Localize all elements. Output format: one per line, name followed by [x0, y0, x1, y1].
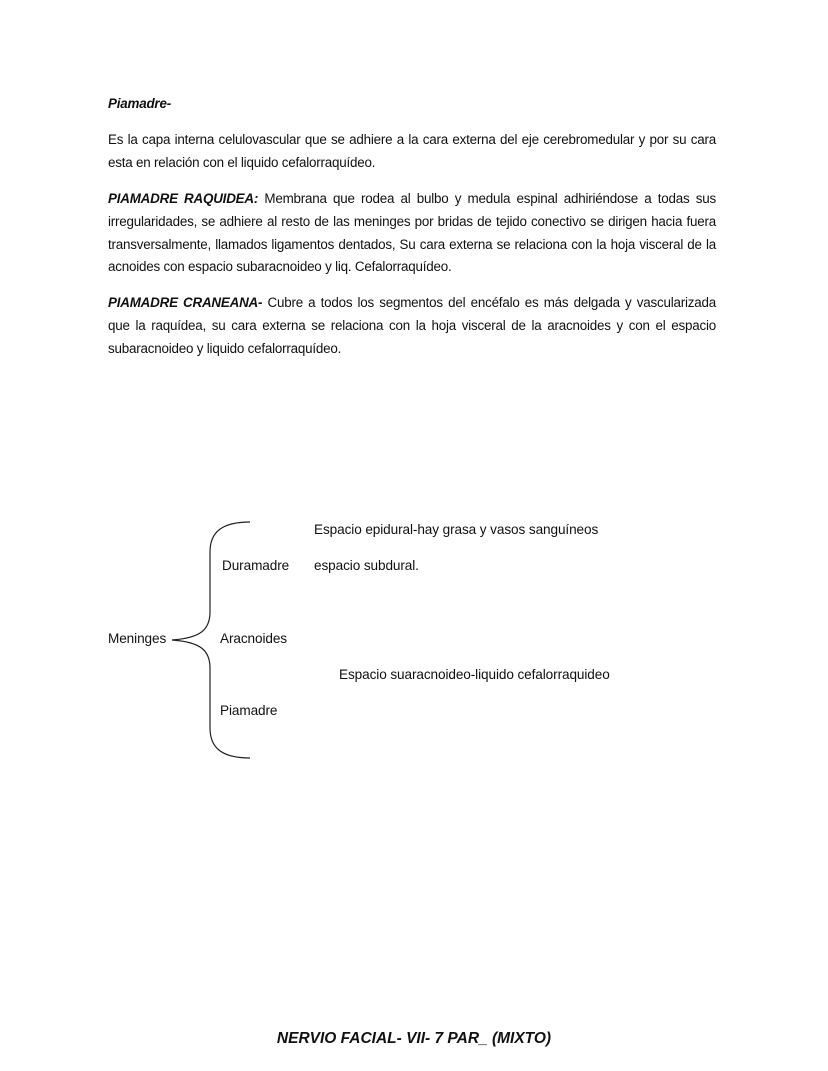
diagram-space-subaracnoideo: Espacio suaracnoideo-liquido cefalorraquideo — [339, 667, 610, 682]
paragraph-text: Cubre a todos los segmentos del encéfalo es más delgada y vascularizada que la raquídea, su cara externa se relaciona con la hoja visceral de la aracnoides y con el espacio subaracnoideo y liquido cefalorraquídeo. — [108, 295, 717, 356]
diagram-space-subdural: espacio subdural. — [314, 558, 419, 573]
paragraph-text: Es la capa interna celulovascular que se adhiere a la cara externa del eje cerebromedular y por su cara esta en relación con el liquido cefalorraquídeo. — [108, 132, 716, 170]
paragraph-text: Membrana que rodea al bulbo y medula espinal adhiriéndose a todas sus irregularidades, se adhiere al resto de las meninges por bridas de tejido conectivo se dirigen hacia fuera transversalmente, llamados ligamentos dentados, Su cara externa se relaciona con la hoja visceral de la acnoides con espacio subaracnoideo y liq. Cefalorraquídeo. — [108, 191, 716, 275]
section-heading: Piamadre- — [108, 96, 171, 111]
diagram-layer-duramadre: Duramadre — [222, 558, 290, 573]
diagram-layer-aracnoides: Aracnoides — [220, 631, 288, 646]
paragraph-lead: PIAMADRE RAQUIDEA: — [108, 191, 259, 206]
diagram-space-epidural: Espacio epidural-hay grasa y vasos sanguíneos — [314, 522, 599, 537]
diagram-layer-piamadre: Piamadre — [220, 703, 278, 718]
next-section-title: NERVIO FACIAL- VII- 7 PAR_ (MIXTO) — [276, 1030, 552, 1047]
paragraph-lead: PIAMADRE CRANEANA- — [108, 295, 263, 310]
diagram-root-meninges: Meninges — [108, 631, 167, 646]
